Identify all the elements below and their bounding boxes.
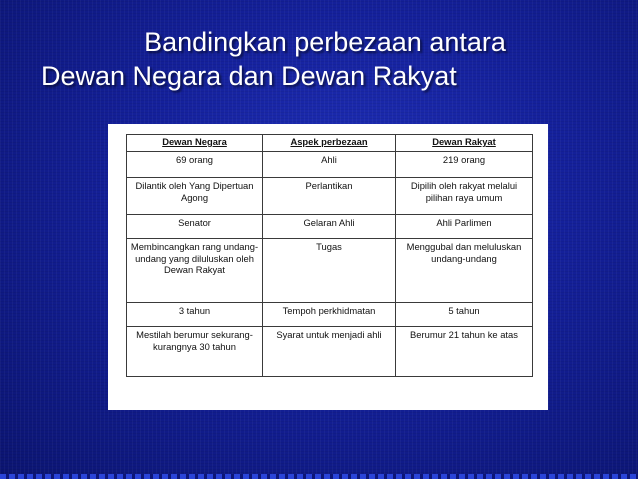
table-cell: Dilantik oleh Yang Dipertuan Agong <box>127 178 263 215</box>
table-row <box>127 215 533 239</box>
table-cell: Senator <box>127 215 263 239</box>
table-cell: Membincangkan rang undang-undang yang diluluskan oleh Dewan Rakyat <box>127 239 263 303</box>
table-cell: Tugas <box>263 239 396 303</box>
comparison-table <box>126 134 533 377</box>
table-cell: Gelaran Ahli <box>263 215 396 239</box>
table-cell: Dipilih oleh rakyat melalui pilihan raya umum <box>396 178 533 215</box>
header-aspek-perbezaan: Aspek perbezaan <box>263 135 396 152</box>
table-cell: Berumur 21 tahun ke atas <box>396 327 533 377</box>
table-cell: 3 tahun <box>127 303 263 327</box>
table-cell: 5 tahun <box>396 303 533 327</box>
table-row <box>127 178 533 215</box>
bottom-border-decoration <box>0 474 638 479</box>
table-cell: Tempoh perkhidmatan <box>263 303 396 327</box>
table-cell: 69 orang <box>127 152 263 178</box>
slide-title-line-1: Bandingkan perbezaan antara <box>144 27 506 57</box>
table-row <box>127 327 533 377</box>
table-cell: Menggubal dan meluluskan undang-undang <box>396 239 533 303</box>
table-cell: Ahli Parlimen <box>396 215 533 239</box>
slide-title-line-2: Dewan Negara dan Dewan Rakyat <box>41 61 457 91</box>
table-cell: 219 orang <box>396 152 533 178</box>
table-header-row <box>127 135 533 152</box>
table-row <box>127 303 533 327</box>
table-row <box>127 152 533 178</box>
comparison-table-image <box>108 124 548 410</box>
table-cell: Syarat untuk menjadi ahli <box>263 327 396 377</box>
table-cell: Perlantikan <box>263 178 396 215</box>
header-dewan-rakyat: Dewan Rakyat <box>396 135 533 152</box>
table-row <box>127 239 533 303</box>
header-dewan-negara: Dewan Negara <box>127 135 263 152</box>
table-cell: Mestilah berumur sekurang-kurangnya 30 tahun <box>127 327 263 377</box>
table-cell: Ahli <box>263 152 396 178</box>
slide-title <box>0 25 638 93</box>
